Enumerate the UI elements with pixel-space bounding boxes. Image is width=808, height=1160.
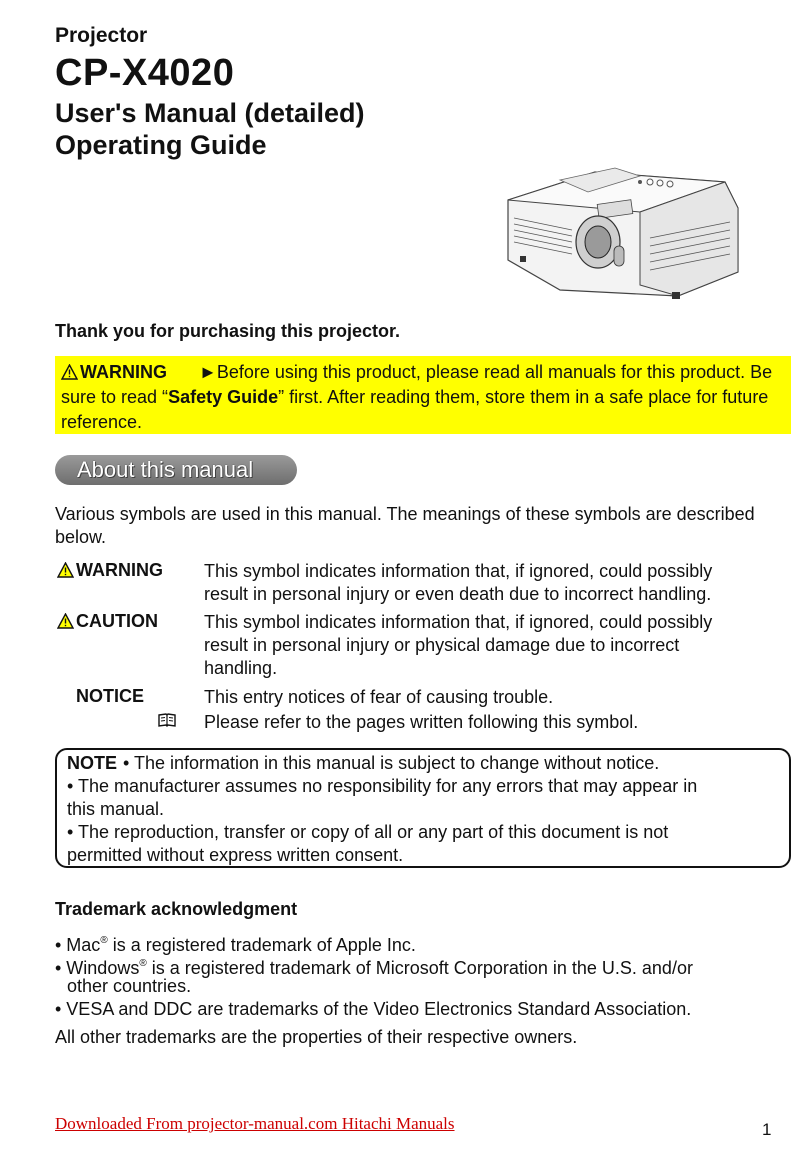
note-label: NOTE xyxy=(67,753,118,773)
warning-desc-line2: result in personal injury or even death due to incorrect handling. xyxy=(204,584,712,604)
trademark-mac: • Mac® is a registered trademark of Apple Inc. xyxy=(55,935,416,955)
warning-text-pre: ►Before using this product, please read all manuals for this product. Be sure to read “ xyxy=(61,362,773,407)
warning-text-post: ” first. After reading them, store them in a safe place for future reference. xyxy=(61,387,769,432)
section-title: About this manual xyxy=(77,457,254,482)
note-line4: • The reproduction, transfer or copy of all or any part of this document is not xyxy=(67,822,669,842)
caution-symbol-label: CAUTION xyxy=(57,611,158,632)
thank-you-text: Thank you for purchasing this projector. xyxy=(55,321,401,341)
caution-desc-line1: This symbol indicates information that, if ignored, could possibly xyxy=(204,612,713,632)
product-category: Projector xyxy=(55,24,148,47)
note-box xyxy=(55,748,791,868)
trademark-windows: • Windows® is a registered trademark of Microsoft Corporation in the U.S. and/or xyxy=(55,958,693,978)
warning-triangle-icon xyxy=(57,562,74,578)
note-line3: this manual. xyxy=(67,799,165,819)
trademark-others: All other trademarks are the properties of their respective owners. xyxy=(55,1027,578,1047)
reference-symbol-desc: Please refer to the pages written following this symbol. xyxy=(204,712,639,732)
note-line5: permitted without express written consent. xyxy=(67,845,404,865)
trademark-windows-line2: other countries. xyxy=(67,976,192,996)
manual-title: User's Manual (detailed) xyxy=(55,98,365,128)
trademark-heading: Trademark acknowledgment xyxy=(55,899,298,919)
caution-desc-line2: result in personal injury or physical damage due to incorrect xyxy=(204,635,680,655)
footer-download-link[interactable]: Downloaded From projector-manual.com Hitachi Manuals xyxy=(55,1114,455,1133)
projector-illustration xyxy=(500,160,750,305)
safety-guide-text: Safety Guide xyxy=(168,387,279,407)
warning-box xyxy=(55,356,791,434)
model-title: CP-X4020 xyxy=(55,52,235,94)
guide-title: Operating Guide xyxy=(55,130,267,160)
caution-symbol-desc xyxy=(204,611,789,680)
intro-text: Various symbols are used in this manual. The meanings of these symbols are described below. xyxy=(55,504,755,547)
section-title-pill xyxy=(55,455,297,485)
trademark-vesa: • VESA and DDC are trademarks of the Video Electronics Standard Association. xyxy=(55,999,692,1019)
warning-symbol-desc xyxy=(204,560,789,606)
notice-symbol-label: NOTICE xyxy=(76,686,145,706)
caution-desc-line3: handling. xyxy=(204,658,278,678)
notice-symbol-desc: This entry notices of fear of causing trouble. xyxy=(204,687,554,707)
warning-symbol-label: WARNING xyxy=(57,560,163,581)
note-line2: • The manufacturer assumes no responsibility for any errors that may appear in xyxy=(67,776,698,796)
warning-triangle-icon xyxy=(61,364,78,380)
warning-desc-line1: This symbol indicates information that, if ignored, could possibly xyxy=(204,561,713,581)
warning-label: WARNING xyxy=(61,362,167,382)
page-number: 1 xyxy=(762,1120,772,1139)
caution-triangle-icon xyxy=(57,613,74,629)
book-reference-icon xyxy=(158,713,176,727)
note-line1: • The information in this manual is subject to change without notice. xyxy=(123,753,660,773)
